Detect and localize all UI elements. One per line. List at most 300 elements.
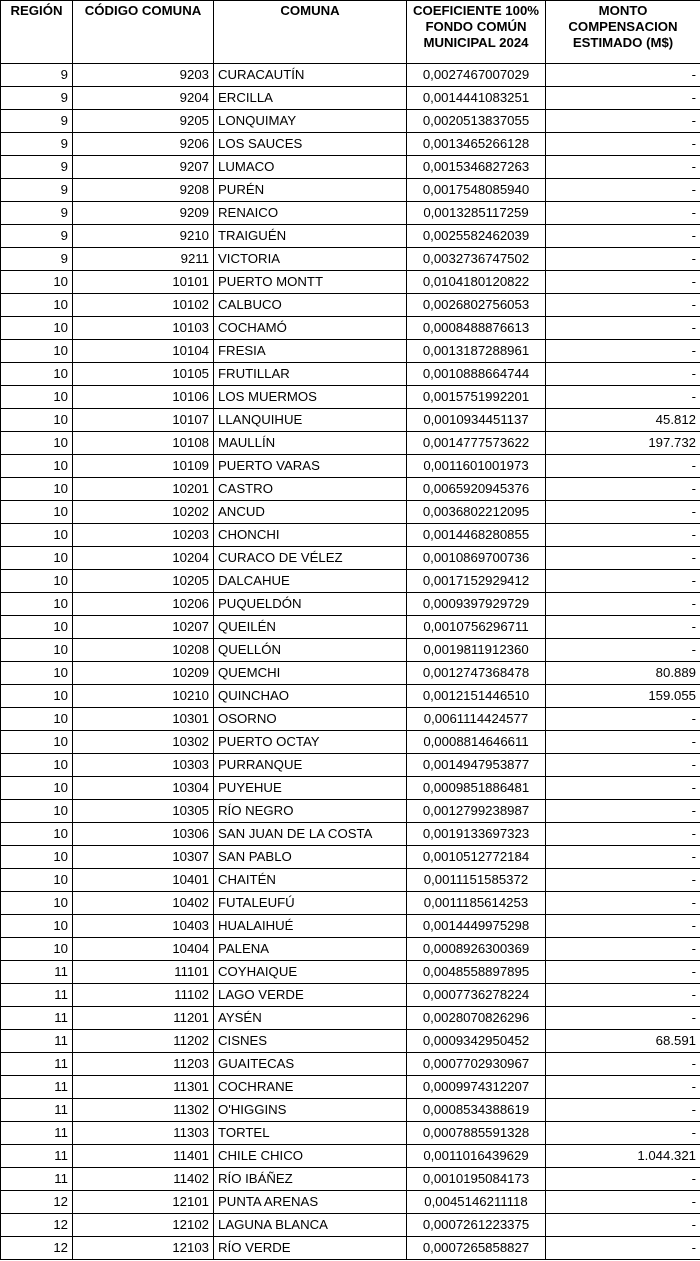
cell-region: 10 xyxy=(1,823,73,846)
cell-coeficiente: 0,0014947953877 xyxy=(407,754,546,777)
cell-comuna: TRAIGUÉN xyxy=(214,225,407,248)
cell-codigo-comuna: 9210 xyxy=(73,225,214,248)
cell-monto: - xyxy=(546,478,700,501)
table-row xyxy=(1,110,700,133)
cell-coeficiente: 0,0014777573622 xyxy=(407,432,546,455)
table-row xyxy=(1,846,700,869)
cell-region: 10 xyxy=(1,570,73,593)
cell-monto: - xyxy=(546,869,700,892)
cell-codigo-comuna: 10404 xyxy=(73,938,214,961)
cell-comuna: VICTORIA xyxy=(214,248,407,271)
cell-coeficiente: 0,0009851886481 xyxy=(407,777,546,800)
table-row xyxy=(1,547,700,570)
cell-codigo-comuna: 11303 xyxy=(73,1122,214,1145)
cell-region: 11 xyxy=(1,961,73,984)
cell-monto: - xyxy=(546,846,700,869)
cell-monto: - xyxy=(546,133,700,156)
table-row xyxy=(1,915,700,938)
table-row xyxy=(1,248,700,271)
cell-monto: - xyxy=(546,524,700,547)
cell-coeficiente: 0,0012799238987 xyxy=(407,800,546,823)
cell-region: 10 xyxy=(1,708,73,731)
cell-comuna: ANCUD xyxy=(214,501,407,524)
cell-codigo-comuna: 9207 xyxy=(73,156,214,179)
cell-region: 10 xyxy=(1,800,73,823)
cell-monto: - xyxy=(546,593,700,616)
cell-comuna: ERCILLA xyxy=(214,87,407,110)
table-row xyxy=(1,524,700,547)
cell-codigo-comuna: 11102 xyxy=(73,984,214,1007)
cell-monto: - xyxy=(546,1237,700,1260)
cell-coeficiente: 0,0032736747502 xyxy=(407,248,546,271)
cell-monto: - xyxy=(546,271,700,294)
table-row xyxy=(1,984,700,1007)
cell-comuna: CURACO DE VÉLEZ xyxy=(214,547,407,570)
cell-monto: - xyxy=(546,708,700,731)
cell-monto: - xyxy=(546,179,700,202)
table-row xyxy=(1,1076,700,1099)
cell-region: 10 xyxy=(1,501,73,524)
cell-coeficiente: 0,0036802212095 xyxy=(407,501,546,524)
cell-coeficiente: 0,0010756296711 xyxy=(407,616,546,639)
cell-monto: - xyxy=(546,317,700,340)
cell-comuna: PURRANQUE xyxy=(214,754,407,777)
cell-monto: - xyxy=(546,547,700,570)
table-row xyxy=(1,386,700,409)
cell-comuna: COYHAIQUE xyxy=(214,961,407,984)
cell-monto: - xyxy=(546,915,700,938)
cell-coeficiente: 0,0065920945376 xyxy=(407,478,546,501)
cell-coeficiente: 0,0013465266128 xyxy=(407,133,546,156)
cell-coeficiente: 0,0010888664744 xyxy=(407,363,546,386)
cell-monto: - xyxy=(546,202,700,225)
cell-region: 10 xyxy=(1,593,73,616)
header-monto-compensacion: MONTO COMPENSACION ESTIMADO (M$) xyxy=(546,1,700,64)
cell-comuna: CHONCHI xyxy=(214,524,407,547)
cell-coeficiente: 0,0012151446510 xyxy=(407,685,546,708)
cell-monto: 197.732 xyxy=(546,432,700,455)
cell-codigo-comuna: 10208 xyxy=(73,639,214,662)
cell-coeficiente: 0,0020513837055 xyxy=(407,110,546,133)
cell-coeficiente: 0,0026802756053 xyxy=(407,294,546,317)
cell-coeficiente: 0,0008926300369 xyxy=(407,938,546,961)
cell-coeficiente: 0,0027467007029 xyxy=(407,64,546,87)
cell-comuna: LOS MUERMOS xyxy=(214,386,407,409)
cell-region: 10 xyxy=(1,777,73,800)
cell-codigo-comuna: 10303 xyxy=(73,754,214,777)
cell-region: 10 xyxy=(1,846,73,869)
cell-monto: - xyxy=(546,248,700,271)
cell-coeficiente: 0,0007885591328 xyxy=(407,1122,546,1145)
cell-monto: - xyxy=(546,938,700,961)
cell-monto: - xyxy=(546,1007,700,1030)
cell-comuna: AYSÉN xyxy=(214,1007,407,1030)
cell-region: 9 xyxy=(1,133,73,156)
cell-comuna: LUMACO xyxy=(214,156,407,179)
table-row xyxy=(1,1030,700,1053)
cell-comuna: QUINCHAO xyxy=(214,685,407,708)
table-row xyxy=(1,1053,700,1076)
cell-monto: - xyxy=(546,386,700,409)
cell-comuna: LLANQUIHUE xyxy=(214,409,407,432)
cell-comuna: SAN PABLO xyxy=(214,846,407,869)
cell-codigo-comuna: 11302 xyxy=(73,1099,214,1122)
table-row xyxy=(1,869,700,892)
cell-coeficiente: 0,0007736278224 xyxy=(407,984,546,1007)
cell-comuna: CURACAUTÍN xyxy=(214,64,407,87)
cell-comuna: RENAICO xyxy=(214,202,407,225)
cell-monto: - xyxy=(546,961,700,984)
cell-comuna: RÍO NEGRO xyxy=(214,800,407,823)
cell-codigo-comuna: 11203 xyxy=(73,1053,214,1076)
cell-region: 9 xyxy=(1,179,73,202)
cell-comuna: HUALAIHUÉ xyxy=(214,915,407,938)
table-row xyxy=(1,938,700,961)
cell-monto: 80.889 xyxy=(546,662,700,685)
header-row xyxy=(1,1,700,64)
cell-monto: - xyxy=(546,455,700,478)
cell-codigo-comuna: 9203 xyxy=(73,64,214,87)
cell-coeficiente: 0,0011185614253 xyxy=(407,892,546,915)
cell-region: 9 xyxy=(1,202,73,225)
cell-codigo-comuna: 10201 xyxy=(73,478,214,501)
cell-coeficiente: 0,0009397929729 xyxy=(407,593,546,616)
header-codigo-comuna: CÓDIGO COMUNA xyxy=(73,1,214,64)
cell-codigo-comuna: 10307 xyxy=(73,846,214,869)
cell-codigo-comuna: 10306 xyxy=(73,823,214,846)
cell-region: 10 xyxy=(1,685,73,708)
cell-codigo-comuna: 10302 xyxy=(73,731,214,754)
cell-region: 10 xyxy=(1,754,73,777)
cell-monto: - xyxy=(546,363,700,386)
cell-coeficiente: 0,0025582462039 xyxy=(407,225,546,248)
cell-monto: - xyxy=(546,110,700,133)
cell-comuna: COCHRANE xyxy=(214,1076,407,1099)
table-row xyxy=(1,1145,700,1168)
cell-codigo-comuna: 11201 xyxy=(73,1007,214,1030)
cell-codigo-comuna: 9206 xyxy=(73,133,214,156)
cell-codigo-comuna: 10210 xyxy=(73,685,214,708)
cell-codigo-comuna: 10205 xyxy=(73,570,214,593)
table-row xyxy=(1,800,700,823)
cell-codigo-comuna: 12103 xyxy=(73,1237,214,1260)
header-comuna: COMUNA xyxy=(214,1,407,64)
cell-coeficiente: 0,0013187288961 xyxy=(407,340,546,363)
cell-monto: - xyxy=(546,984,700,1007)
cell-coeficiente: 0,0012747368478 xyxy=(407,662,546,685)
cell-comuna: O'HIGGINS xyxy=(214,1099,407,1122)
cell-codigo-comuna: 10206 xyxy=(73,593,214,616)
cell-coeficiente: 0,0011601001973 xyxy=(407,455,546,478)
cell-region: 10 xyxy=(1,938,73,961)
cell-comuna: PUERTO VARAS xyxy=(214,455,407,478)
cell-region: 11 xyxy=(1,1076,73,1099)
cell-codigo-comuna: 9208 xyxy=(73,179,214,202)
cell-coeficiente: 0,0007261223375 xyxy=(407,1214,546,1237)
cell-comuna: COCHAMÓ xyxy=(214,317,407,340)
table-row xyxy=(1,363,700,386)
table-row xyxy=(1,1099,700,1122)
cell-comuna: SAN JUAN DE LA COSTA xyxy=(214,823,407,846)
cell-region: 10 xyxy=(1,432,73,455)
table-row xyxy=(1,754,700,777)
cell-coeficiente: 0,0010512772184 xyxy=(407,846,546,869)
cell-comuna: MAULLÍN xyxy=(214,432,407,455)
table-row xyxy=(1,570,700,593)
cell-monto: - xyxy=(546,1122,700,1145)
cell-coeficiente: 0,0019133697323 xyxy=(407,823,546,846)
cell-coeficiente: 0,0009974312207 xyxy=(407,1076,546,1099)
cell-coeficiente: 0,0010195084173 xyxy=(407,1168,546,1191)
table-row xyxy=(1,1237,700,1260)
table-row xyxy=(1,685,700,708)
table-row xyxy=(1,64,700,87)
cell-coeficiente: 0,0013285117259 xyxy=(407,202,546,225)
cell-region: 11 xyxy=(1,1168,73,1191)
cell-monto: - xyxy=(546,1214,700,1237)
cell-comuna: PUNTA ARENAS xyxy=(214,1191,407,1214)
cell-comuna: RÍO IBÁÑEZ xyxy=(214,1168,407,1191)
table-row xyxy=(1,156,700,179)
cell-region: 10 xyxy=(1,547,73,570)
cell-codigo-comuna: 10209 xyxy=(73,662,214,685)
cell-coeficiente: 0,0011016439629 xyxy=(407,1145,546,1168)
cell-comuna: PUERTO OCTAY xyxy=(214,731,407,754)
table-row xyxy=(1,294,700,317)
cell-region: 10 xyxy=(1,731,73,754)
cell-codigo-comuna: 9211 xyxy=(73,248,214,271)
cell-comuna: TORTEL xyxy=(214,1122,407,1145)
cell-region: 12 xyxy=(1,1191,73,1214)
table-row xyxy=(1,501,700,524)
cell-codigo-comuna: 9205 xyxy=(73,110,214,133)
cell-monto: - xyxy=(546,616,700,639)
cell-codigo-comuna: 9204 xyxy=(73,87,214,110)
cell-codigo-comuna: 10207 xyxy=(73,616,214,639)
cell-region: 10 xyxy=(1,915,73,938)
table-row xyxy=(1,593,700,616)
cell-region: 11 xyxy=(1,1007,73,1030)
table-row xyxy=(1,892,700,915)
cell-monto: - xyxy=(546,225,700,248)
table-row xyxy=(1,639,700,662)
cell-coeficiente: 0,0017152929412 xyxy=(407,570,546,593)
cell-monto: - xyxy=(546,570,700,593)
cell-comuna: QUEMCHI xyxy=(214,662,407,685)
cell-region: 9 xyxy=(1,110,73,133)
cell-region: 10 xyxy=(1,317,73,340)
cell-comuna: CHILE CHICO xyxy=(214,1145,407,1168)
cell-coeficiente: 0,0010934451137 xyxy=(407,409,546,432)
cell-coeficiente: 0,0019811912360 xyxy=(407,639,546,662)
table-row xyxy=(1,662,700,685)
table-row xyxy=(1,478,700,501)
cell-monto: - xyxy=(546,1053,700,1076)
cell-comuna: LOS SAUCES xyxy=(214,133,407,156)
table-row xyxy=(1,616,700,639)
cell-comuna: OSORNO xyxy=(214,708,407,731)
cell-comuna: LAGO VERDE xyxy=(214,984,407,1007)
cell-coeficiente: 0,0009342950452 xyxy=(407,1030,546,1053)
cell-codigo-comuna: 9209 xyxy=(73,202,214,225)
cell-region: 10 xyxy=(1,639,73,662)
cell-comuna: PUQUELDÓN xyxy=(214,593,407,616)
cell-coeficiente: 0,0011151585372 xyxy=(407,869,546,892)
cell-region: 10 xyxy=(1,478,73,501)
cell-codigo-comuna: 12101 xyxy=(73,1191,214,1214)
cell-monto: 68.591 xyxy=(546,1030,700,1053)
cell-monto: - xyxy=(546,823,700,846)
table-row xyxy=(1,1007,700,1030)
cell-monto: - xyxy=(546,156,700,179)
cell-coeficiente: 0,0104180120822 xyxy=(407,271,546,294)
table-row xyxy=(1,1122,700,1145)
cell-codigo-comuna: 10103 xyxy=(73,317,214,340)
cell-comuna: CISNES xyxy=(214,1030,407,1053)
cell-region: 11 xyxy=(1,1122,73,1145)
cell-region: 10 xyxy=(1,271,73,294)
cell-comuna: QUELLÓN xyxy=(214,639,407,662)
cell-coeficiente: 0,0061114424577 xyxy=(407,708,546,731)
cell-monto: - xyxy=(546,87,700,110)
table-row xyxy=(1,731,700,754)
cell-coeficiente: 0,0028070826296 xyxy=(407,1007,546,1030)
cell-comuna: RÍO VERDE xyxy=(214,1237,407,1260)
cell-coeficiente: 0,0014449975298 xyxy=(407,915,546,938)
cell-comuna: LAGUNA BLANCA xyxy=(214,1214,407,1237)
cell-comuna: PALENA xyxy=(214,938,407,961)
cell-codigo-comuna: 10106 xyxy=(73,386,214,409)
cell-codigo-comuna: 10108 xyxy=(73,432,214,455)
table-row xyxy=(1,777,700,800)
header-region: REGIÓN xyxy=(1,1,73,64)
cell-monto: 45.812 xyxy=(546,409,700,432)
table-row xyxy=(1,455,700,478)
cell-region: 10 xyxy=(1,386,73,409)
table-row xyxy=(1,317,700,340)
cell-region: 10 xyxy=(1,294,73,317)
cell-region: 11 xyxy=(1,1099,73,1122)
table-row xyxy=(1,409,700,432)
cell-monto: - xyxy=(546,501,700,524)
cell-region: 10 xyxy=(1,363,73,386)
cell-comuna: FRUTILLAR xyxy=(214,363,407,386)
table-body xyxy=(1,64,700,1260)
cell-monto: - xyxy=(546,64,700,87)
table-row xyxy=(1,340,700,363)
table-row xyxy=(1,202,700,225)
cell-comuna: DALCAHUE xyxy=(214,570,407,593)
cell-comuna: LONQUIMAY xyxy=(214,110,407,133)
cell-region: 9 xyxy=(1,87,73,110)
cell-codigo-comuna: 10403 xyxy=(73,915,214,938)
cell-monto: - xyxy=(546,294,700,317)
cell-codigo-comuna: 10101 xyxy=(73,271,214,294)
cell-comuna: CALBUCO xyxy=(214,294,407,317)
cell-coeficiente: 0,0014441083251 xyxy=(407,87,546,110)
cell-codigo-comuna: 10204 xyxy=(73,547,214,570)
cell-codigo-comuna: 10102 xyxy=(73,294,214,317)
cell-codigo-comuna: 11401 xyxy=(73,1145,214,1168)
cell-region: 10 xyxy=(1,662,73,685)
cell-codigo-comuna: 10305 xyxy=(73,800,214,823)
cell-monto: - xyxy=(546,1191,700,1214)
cell-coeficiente: 0,0045146211118 xyxy=(407,1191,546,1214)
cell-comuna: PUERTO MONTT xyxy=(214,271,407,294)
cell-codigo-comuna: 10104 xyxy=(73,340,214,363)
cell-coeficiente: 0,0008814646611 xyxy=(407,731,546,754)
cell-codigo-comuna: 11202 xyxy=(73,1030,214,1053)
table-row xyxy=(1,133,700,156)
cell-region: 12 xyxy=(1,1237,73,1260)
cell-monto: - xyxy=(546,777,700,800)
table-row xyxy=(1,225,700,248)
cell-monto: - xyxy=(546,1168,700,1191)
cell-monto: 1.044.321 xyxy=(546,1145,700,1168)
table-row xyxy=(1,271,700,294)
cell-region: 11 xyxy=(1,1145,73,1168)
cell-coeficiente: 0,0014468280855 xyxy=(407,524,546,547)
cell-codigo-comuna: 10107 xyxy=(73,409,214,432)
cell-comuna: QUEILÉN xyxy=(214,616,407,639)
cell-coeficiente: 0,0008488876613 xyxy=(407,317,546,340)
cell-monto: - xyxy=(546,800,700,823)
cell-region: 9 xyxy=(1,64,73,87)
table-row xyxy=(1,432,700,455)
cell-region: 11 xyxy=(1,1053,73,1076)
cell-region: 10 xyxy=(1,340,73,363)
cell-coeficiente: 0,0015346827263 xyxy=(407,156,546,179)
cell-codigo-comuna: 11301 xyxy=(73,1076,214,1099)
cell-coeficiente: 0,0048558897895 xyxy=(407,961,546,984)
cell-monto: 159.055 xyxy=(546,685,700,708)
cell-codigo-comuna: 10401 xyxy=(73,869,214,892)
cell-comuna: CASTRO xyxy=(214,478,407,501)
cell-codigo-comuna: 10109 xyxy=(73,455,214,478)
cell-codigo-comuna: 11101 xyxy=(73,961,214,984)
cell-region: 11 xyxy=(1,984,73,1007)
cell-codigo-comuna: 12102 xyxy=(73,1214,214,1237)
cell-monto: - xyxy=(546,340,700,363)
cell-region: 9 xyxy=(1,225,73,248)
table-row xyxy=(1,1214,700,1237)
cell-monto: - xyxy=(546,639,700,662)
cell-coeficiente: 0,0008534388619 xyxy=(407,1099,546,1122)
cell-region: 11 xyxy=(1,1030,73,1053)
cell-comuna: CHAITÉN xyxy=(214,869,407,892)
table-row xyxy=(1,87,700,110)
cell-region: 10 xyxy=(1,892,73,915)
cell-codigo-comuna: 10105 xyxy=(73,363,214,386)
cell-region: 9 xyxy=(1,248,73,271)
cell-codigo-comuna: 10203 xyxy=(73,524,214,547)
cell-monto: - xyxy=(546,1076,700,1099)
cell-comuna: FUTALEUFÚ xyxy=(214,892,407,915)
cell-coeficiente: 0,0015751992201 xyxy=(407,386,546,409)
cell-codigo-comuna: 10304 xyxy=(73,777,214,800)
cell-region: 12 xyxy=(1,1214,73,1237)
cell-coeficiente: 0,0017548085940 xyxy=(407,179,546,202)
table-row xyxy=(1,708,700,731)
cell-codigo-comuna: 10202 xyxy=(73,501,214,524)
cell-monto: - xyxy=(546,731,700,754)
cell-codigo-comuna: 11402 xyxy=(73,1168,214,1191)
cell-comuna: PURÉN xyxy=(214,179,407,202)
cell-comuna: FRESIA xyxy=(214,340,407,363)
cell-region: 10 xyxy=(1,616,73,639)
header-coeficiente: COEFICIENTE 100% FONDO COMÚN MUNICIPAL 2024 xyxy=(407,1,546,64)
table-row xyxy=(1,1191,700,1214)
